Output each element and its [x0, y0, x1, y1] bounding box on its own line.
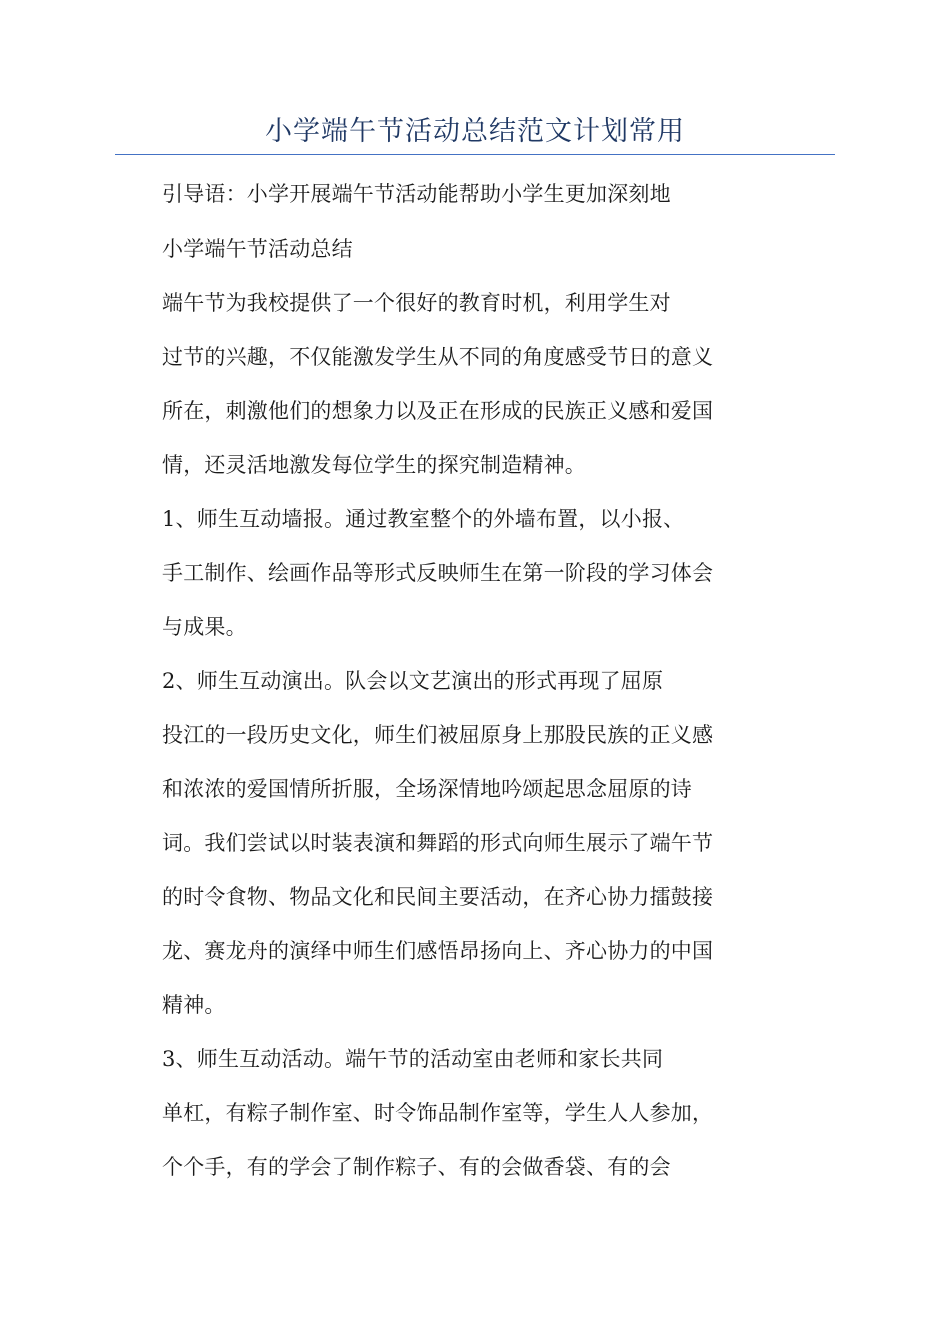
item-2-line: 和浓浓的爱国情所折服，全场深情地吟颂起思念屈原的诗	[162, 777, 692, 801]
item-1-line: 手工制作、绘画作品等形式反映师生在第一阶段的学习体会	[162, 561, 714, 585]
item-2-line: 龙、赛龙舟的演绎中师生们感悟昂扬向上、齐心协力的中国	[162, 939, 714, 963]
title-underline	[115, 154, 835, 155]
paragraph-line: 情，还灵活地激发每位学生的探究制造精神。	[162, 453, 586, 477]
intro-line: 引导语：小学开展端午节活动能帮助小学生更加深刻地	[162, 182, 671, 206]
item-2-line: 2、师生互动演出。队会以文艺演出的形式再现了屈原	[162, 669, 664, 693]
item-1-line: 1、师生互动墙报。通过教室整个的外墙布置，以小报、	[162, 507, 685, 531]
item-1-line: 与成果。	[162, 615, 247, 639]
paragraph-line: 所在，刺激他们的想象力以及正在形成的民族正义感和爱国	[162, 399, 714, 423]
document-title: 小学端午节活动总结范文计划常用	[265, 116, 685, 147]
paragraph-line: 过节的兴趣，不仅能激发学生从不同的角度感受节日的意义	[162, 345, 714, 369]
item-2-line: 的时令食物、物品文化和民间主要活动，在齐心协力擂鼓接	[162, 885, 714, 909]
paragraph-line: 端午节为我校提供了一个很好的教育时机，利用学生对	[162, 291, 671, 315]
item-2-line: 精神。	[162, 993, 226, 1017]
subheading-line: 小学端午节活动总结	[162, 237, 353, 261]
item-3-line: 个个手，有的学会了制作粽子、有的会做香袋、有的会	[162, 1155, 671, 1179]
item-3-line: 单杠，有粽子制作室、时令饰品制作室等，学生人人参加，	[162, 1101, 714, 1125]
item-2-line: 投江的一段历史文化，师生们被屈原身上那股民族的正义感	[162, 723, 714, 747]
item-2-line: 词。我们尝试以时装表演和舞蹈的形式向师生展示了端午节	[162, 831, 714, 855]
item-3-line: 3、师生互动活动。端午节的活动室由老师和家长共同	[162, 1047, 664, 1071]
